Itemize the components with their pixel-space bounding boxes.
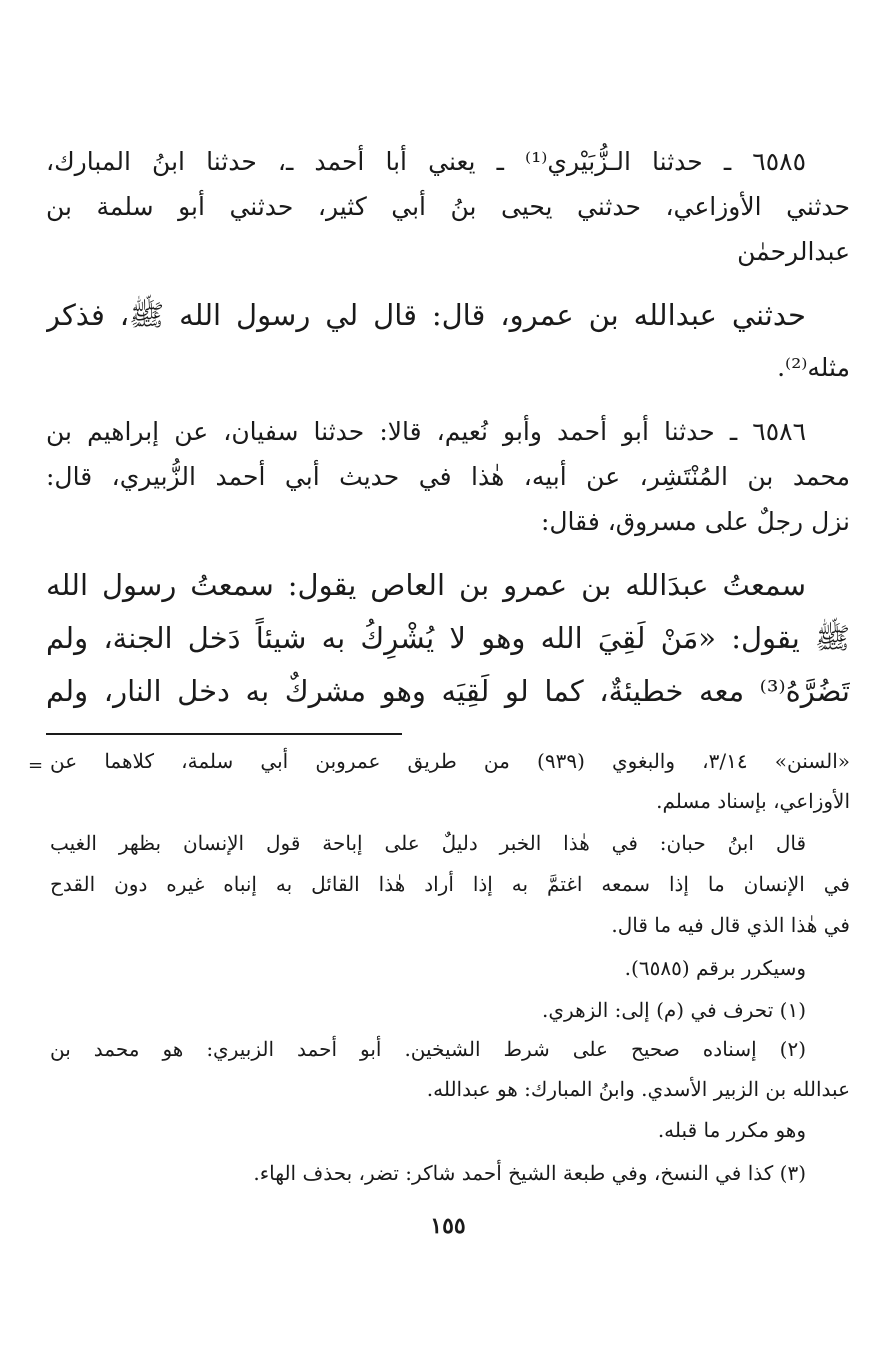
hadith-6585-line-3: عبدالرحمٰن (737, 237, 850, 266)
footnote-line-1: «السنن» ٣/١٤، والبغوي (٩٣٩) من طريق عمروبن أبي سلمة، كلاهما عن (50, 749, 850, 773)
footnote-line-10: وهو مكرر ما قبله. (657, 1118, 806, 1142)
footnote-line-9: عبدالله بن الزبير الأسدي. وابنُ المبارك: هو عبدالله. (426, 1077, 850, 1101)
hadith-6585-line-4: حدثني عبدالله بن عمرو، قال: قال لي رسول الله ﷺ، فذكر (46, 298, 806, 332)
hadith-6586-line-3: نزل رجلٌ على مسروق، فقال: (540, 507, 850, 536)
footnote-separator (46, 733, 402, 735)
footnote-continuation-mark: = (28, 755, 44, 776)
hadith-6585-line-5: مثله⁽²⁾. (777, 353, 850, 382)
hadith-6585-line-2: حدثني الأوزاعي، حدثني يحيى بنُ أبي كثير، حدثني أبو سلمة بن (46, 192, 850, 221)
footnote-line-2: الأوزاعي، بإسناد مسلم. (656, 789, 850, 813)
hadith-6586-line-5: ﷺ يقول: «مَنْ لَقِيَ الله وهو لا يُشْرِكُ به شيئاً دَخل الجنة، ولم (46, 621, 850, 655)
hadith-6586-line-1: ٦٥٨٦ ـ حدثنا أبو أحمد وأبو نُعيم، قالا: حدثنا سفيان، عن إبراهيم بن (46, 417, 806, 446)
hadith-6586-line-2: محمد بن المُنْتَشِر، عن أبيه، هٰذا في حديث أبي أحمد الزُّبيري، قال: (46, 462, 850, 491)
page-number: ١٥٥ (430, 1213, 466, 1239)
footnote-line-8: (٢) إسناده صحيح على شرط الشيخين. أبو أحمد الزبيري: هو محمد بن (50, 1037, 806, 1061)
footnote-line-4: في الإنسان ما إذا سمعه اغتمَّ به إذا أراد هٰذا القائل به إنباه غيره دون القدح (50, 872, 850, 896)
footnote-line-5: في هٰذا الذي قال فيه ما قال. (611, 913, 850, 937)
hadith-6586-line-4: سمعتُ عبدَالله بن عمرو بن العاص يقول: سمعتُ رسول الله (46, 568, 806, 602)
hadith-6586-line-6: تَضُرَّهُ⁽³⁾ معه خطيئةٌ، كما لو لَقِيَه وهو مشركٌ به دخل النار، ولم (46, 674, 850, 708)
footnote-line-3: قال ابنُ حبان: في هٰذا الخبر دليلٌ على إباحة قول الإنسان بظهر الغيب (50, 831, 806, 855)
footnote-line-6: وسيكرر برقم (٦٥٨٥). (624, 956, 806, 980)
footnote-line-11: (٣) كذا في النسخ، وفي طبعة الشيخ أحمد شاكر: تضر، بحذف الهاء. (253, 1161, 806, 1185)
hadith-6585-line-1: ٦٥٨٥ ـ حدثنا الـزُّبَيْري⁽¹⁾ ـ يعني أبا أحمد ـ، حدثنا ابنُ المبارك، (46, 147, 806, 176)
footnote-line-7: (١) تحرف في (م) إلى: الزهري. (542, 998, 806, 1022)
